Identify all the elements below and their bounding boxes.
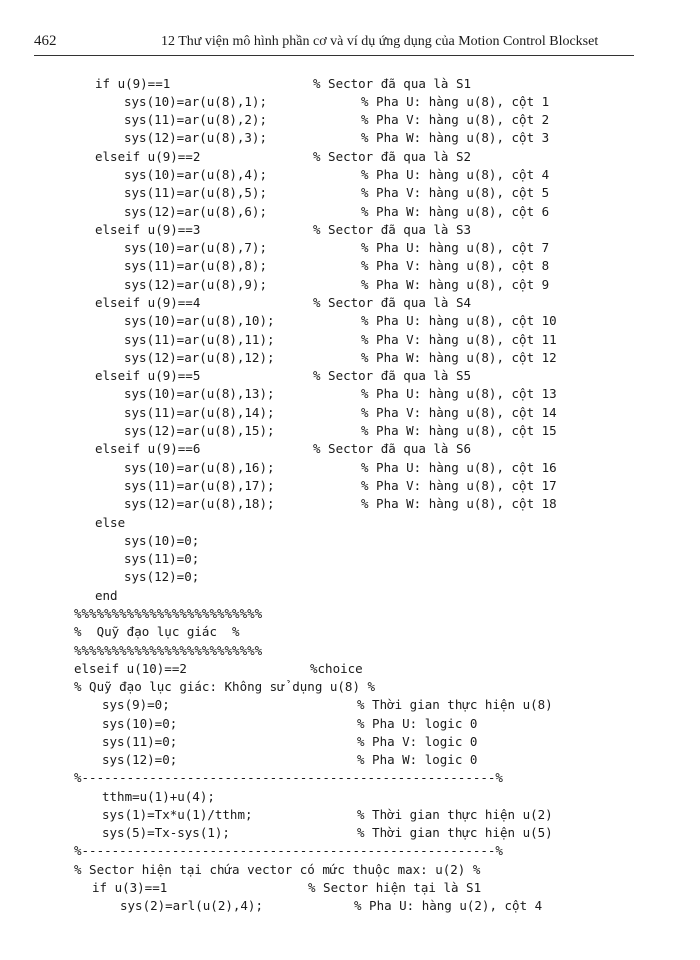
code-comment: % Sector đã qua là S1 [313,76,472,91]
header-divider [34,55,634,56]
code-line [74,642,262,660]
code-comment: % Pha W: hàng u(8), cột 12 [361,350,557,365]
code-text: % Quỹ đạo lục giác % [74,624,240,639]
code-comment: % Pha U: logic 0 [357,716,478,731]
code-line [95,514,125,532]
code-text: sys(11)=0; [102,734,178,749]
code-text: % Quỹ đạo lục giác: Không sử dụng u(8) % [74,679,376,694]
code-text: sys(12)=0; [124,569,200,584]
page-header [0,0,700,60]
code-text: sys(10)=ar(u(8),13); [124,386,275,401]
code-line [124,166,550,184]
code-comment: % Pha W: logic 0 [357,752,478,767]
code-line [74,842,503,860]
code-text: sys(11)=0; [124,551,200,566]
code-text: sys(5)=Tx-sys(1); [102,825,230,840]
code-text: sys(11)=ar(u(8),8); [124,258,267,273]
code-comment: % Sector hiện tại là S1 [308,880,482,895]
code-line [95,148,472,166]
code-comment: % Pha U: hàng u(8), cột 4 [361,167,550,182]
code-line [74,660,363,678]
code-text: sys(10)=ar(u(8),4); [124,167,267,182]
code-line [124,129,550,147]
code-comment: % Pha U: hàng u(8), cột 13 [361,386,557,401]
code-line [74,623,240,641]
code-text: sys(9)=0; [102,697,170,712]
code-line [102,715,478,733]
code-text: sys(10)=ar(u(8),1); [124,94,267,109]
code-comment: % Sector đã qua là S5 [313,368,472,383]
code-text: elseif u(9)==4 [95,295,201,310]
code-line [124,495,557,513]
code-text: %%%%%%%%%%%%%%%%%%%%%%%%% [74,606,263,621]
code-text: sys(11)=ar(u(8),11); [124,332,275,347]
code-line [92,879,482,897]
code-line [102,806,553,824]
code-comment: % Sector đã qua là S6 [313,441,472,456]
code-text: elseif u(9)==6 [95,441,201,456]
code-line [74,678,375,696]
code-line [95,440,472,458]
code-comment: % Pha W: hàng u(8), cột 18 [361,496,557,511]
code-line [102,696,553,714]
code-line [95,294,472,312]
code-text: end [95,588,118,603]
code-line [124,257,550,275]
code-line [95,221,472,239]
code-text: elseif u(9)==5 [95,368,201,383]
code-text: tthm=u(1)+u(4); [102,789,215,804]
code-text: sys(12)=ar(u(8),12); [124,350,275,365]
code-comment: % Pha V: hàng u(8), cột 2 [361,112,550,127]
code-line [124,550,199,568]
code-text: sys(2)=arl(u(2),4); [120,898,263,913]
code-text: sys(12)=ar(u(8),9); [124,277,267,292]
code-text: elseif u(9)==2 [95,149,201,164]
code-line [124,477,557,495]
code-comment: % Pha W: hàng u(8), cột 9 [361,277,550,292]
code-comment: % Thời gian thực hiện u(2) [357,807,553,822]
code-line [95,367,472,385]
code-line [124,312,557,330]
code-line [124,422,557,440]
code-line [102,788,215,806]
code-line [74,861,480,879]
code-line [120,897,543,915]
code-comment: % Thời gian thực hiện u(8) [357,697,553,712]
code-text: sys(1)=Tx*u(1)/tthm; [102,807,253,822]
code-text: sys(10)=ar(u(8),16); [124,460,275,475]
code-text: sys(10)=0; [124,533,200,548]
code-line [124,404,557,422]
code-line [124,93,550,111]
code-line [124,331,557,349]
code-line [124,349,557,367]
code-text: %%%%%%%%%%%%%%%%%%%%%%%%% [74,643,263,658]
code-line [124,459,557,477]
code-line [124,385,557,403]
code-comment: % Pha U: hàng u(8), cột 10 [361,313,557,328]
code-comment: % Pha W: hàng u(8), cột 3 [361,130,550,145]
code-line [95,75,472,93]
code-comment: %choice [310,661,363,676]
page-number: 462 [34,33,57,49]
code-comment: % Pha U: hàng u(2), cột 4 [354,898,543,913]
code-line [124,184,550,202]
code-comment: % Sector đã qua là S4 [313,295,472,310]
code-line [74,769,503,787]
code-text: sys(12)=0; [102,752,178,767]
code-text: elseif u(9)==3 [95,222,201,237]
code-comment: % Sector đã qua là S3 [313,222,472,237]
code-text: sys(10)=0; [102,716,178,731]
code-text: else [95,515,126,530]
code-text: if u(3)==1 [92,880,168,895]
code-line [124,111,550,129]
code-text: sys(10)=ar(u(8),10); [124,313,275,328]
code-comment: % Pha V: hàng u(8), cột 17 [361,478,557,493]
code-text: %-------------------------------------------------------% [74,770,503,785]
code-text: sys(12)=ar(u(8),18); [124,496,275,511]
code-line [95,587,118,605]
code-text: %-------------------------------------------------------% [74,843,503,858]
code-comment: % Pha V: hàng u(8), cột 5 [361,185,550,200]
code-line [124,203,550,221]
code-comment: % Pha U: hàng u(8), cột 16 [361,460,557,475]
code-line [74,605,262,623]
code-comment: % Sector đã qua là S2 [313,149,472,164]
chapter-title: 12 Thư viện mô hình phần cơ và ví dụ ứng dụng của Motion Control Blockset [161,34,599,49]
code-line [124,276,550,294]
code-comment: % Pha U: hàng u(8), cột 7 [361,240,550,255]
code-comment: % Thời gian thực hiện u(5) [357,825,553,840]
code-line [124,568,199,586]
code-line [102,733,478,751]
code-line [102,751,478,769]
code-text: if u(9)==1 [95,76,171,91]
code-text: sys(12)=ar(u(8),15); [124,423,275,438]
code-comment: % Pha U: hàng u(8), cột 1 [361,94,550,109]
code-text: sys(11)=ar(u(8),17); [124,478,275,493]
code-text: elseif u(10)==2 [74,661,187,676]
code-text: sys(10)=ar(u(8),7); [124,240,267,255]
code-text: sys(12)=ar(u(8),3); [124,130,267,145]
code-text: sys(12)=ar(u(8),6); [124,204,267,219]
code-line [124,532,199,550]
code-comment: % Pha W: hàng u(8), cột 15 [361,423,557,438]
code-text: sys(11)=ar(u(8),14); [124,405,275,420]
code-comment: % Pha W: hàng u(8), cột 6 [361,204,550,219]
code-comment: % Pha V: hàng u(8), cột 14 [361,405,557,420]
code-text: sys(11)=ar(u(8),2); [124,112,267,127]
code-text: sys(11)=ar(u(8),5); [124,185,267,200]
code-text: % Sector hiện tại chứa vector có mức thuộc max: u(2) % [74,862,481,877]
code-line [102,824,553,842]
code-comment: % Pha V: logic 0 [357,734,478,749]
code-comment: % Pha V: hàng u(8), cột 11 [361,332,557,347]
code-line [124,239,550,257]
code-comment: % Pha V: hàng u(8), cột 8 [361,258,550,273]
